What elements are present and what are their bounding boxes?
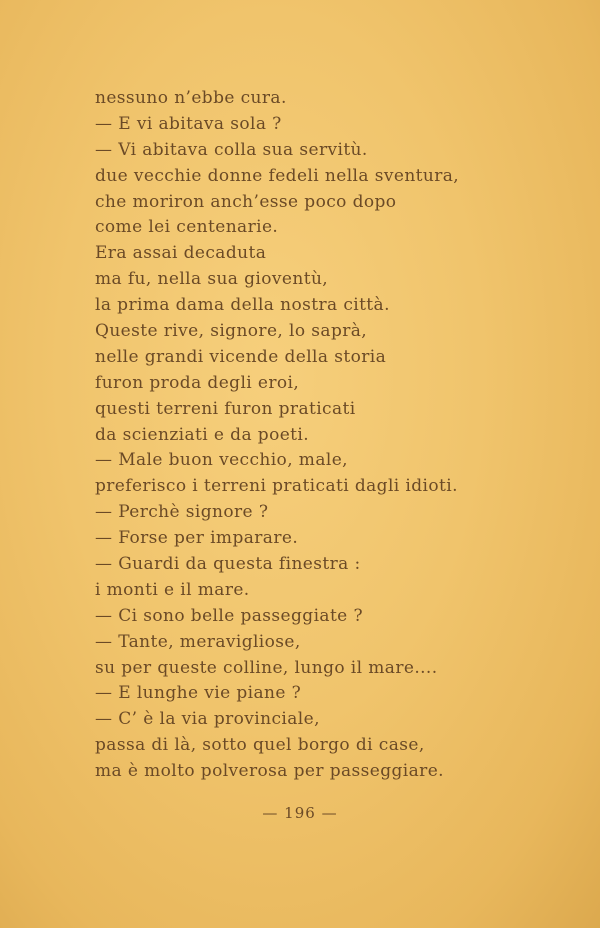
text-line: — C’ è la via provinciale,: [95, 709, 320, 730]
text-line: che moriron anch’esse poco dopo: [95, 191, 397, 212]
text-line: — Forse per imparare.: [95, 528, 299, 549]
text-line: i monti e il mare.: [95, 579, 250, 600]
text-line: — Perchè signore ?: [95, 502, 269, 523]
text-line: — Male buon vecchio, male,: [95, 450, 348, 471]
text-line: due vecchie donne fedeli nella sventura,: [95, 165, 460, 186]
text-line: — E vi abitava sola ?: [95, 113, 282, 134]
text-line: Era assai decaduta: [95, 243, 267, 264]
text-line: nelle grandi vicende della storia: [95, 346, 387, 367]
text-line: questi terreni furon praticati: [95, 398, 356, 419]
text-line: — Ci sono belle passeggiate ?: [95, 605, 363, 626]
text-line: ma è molto polverosa per passeggiare.: [95, 761, 444, 782]
text-line: nessuno n’ebbe cura.: [95, 88, 287, 108]
text-line: ma fu, nella sua gioventù,: [95, 269, 329, 290]
text-line: — Guardi da questa finestra :: [95, 554, 361, 575]
text-line: come lei centenarie.: [95, 217, 279, 238]
text-line: — E lunghe vie piane ?: [95, 683, 302, 704]
text-line: furon proda degli eroi,: [95, 372, 300, 393]
page-number: — 196 —: [262, 804, 338, 822]
text-line: da scienziati e da poeti.: [95, 424, 310, 445]
text-line: preferisco i terreni praticati dagli idioti.: [95, 476, 458, 497]
text-line: la prima dama della nostra città.: [95, 295, 390, 316]
text-line: passa di là, sotto quel borgo di case,: [95, 735, 425, 756]
text-line: — Tante, meravigliose,: [95, 631, 301, 652]
text-line: Queste rive, signore, lo saprà,: [95, 321, 368, 342]
text-line: — Vi abitava colla sua servitù.: [95, 139, 368, 160]
poem-text: [95, 86, 575, 785]
text-line: su per queste colline, lungo il mare....: [95, 657, 438, 678]
